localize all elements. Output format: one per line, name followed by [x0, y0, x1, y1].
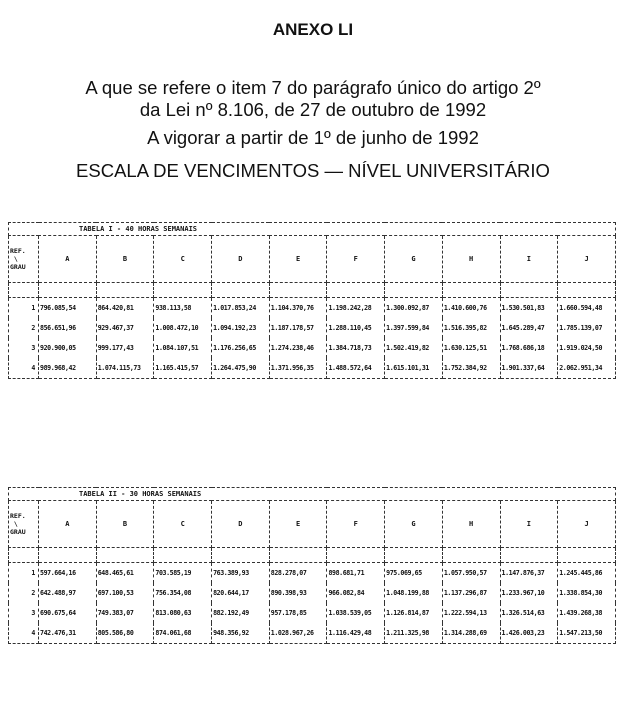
salary-cell: 948.356,92 [212, 623, 270, 644]
effective-date: A vigorar a partir de 1º de junho de 1992 [147, 127, 479, 148]
salary-cell: 1.233.967,10 [500, 583, 558, 603]
salary-cell: 1.338.854,30 [558, 583, 616, 603]
salary-cell: 1.660.594,48 [558, 298, 616, 319]
salary-cell: 1.126.814,87 [385, 603, 443, 623]
salary-cell: 1.785.139,07 [558, 318, 616, 338]
salary-cell: 1.901.337,64 [500, 358, 558, 379]
salary-cell: 820.644,17 [212, 583, 270, 603]
table-row [9, 563, 616, 584]
ref-cell: 1 [9, 298, 39, 319]
ref-cell: 4 [9, 358, 39, 379]
salary-cell: 1.516.395,82 [442, 318, 500, 338]
table-row [9, 358, 616, 379]
ref-cell: 3 [9, 338, 39, 358]
salary-cell: 1.116.429,48 [327, 623, 385, 644]
salary-cell: 882.192,49 [212, 603, 270, 623]
reference-line-2: da Lei nº 8.106, de 27 de outubro de 1992 [139, 99, 487, 120]
ref-cell: 1 [9, 563, 39, 584]
salary-cell: 2.062.951,34 [558, 358, 616, 379]
salary-cell: 690.675,64 [39, 603, 97, 623]
salary-cell: 1.198.242,28 [327, 298, 385, 319]
salary-cell: 957.178,85 [269, 603, 327, 623]
salary-cell: 975.069,65 [385, 563, 443, 584]
salary-cell: 1.488.572,64 [327, 358, 385, 379]
column-header: I [500, 501, 558, 548]
salary-cell: 989.968,42 [39, 358, 97, 379]
column-header: A [39, 236, 97, 283]
table-title: TABELA I - 40 HORAS SEMANAIS [9, 223, 616, 236]
salary-cell: 929.467,37 [96, 318, 154, 338]
salary-cell: 1.919.024,50 [558, 338, 616, 358]
column-header: G [385, 236, 443, 283]
column-header: E [269, 501, 327, 548]
column-header: F [327, 501, 385, 548]
salary-cell: 1.137.296,87 [442, 583, 500, 603]
salary-cell: 890.398,93 [269, 583, 327, 603]
salary-cell: 1.300.092,87 [385, 298, 443, 319]
salary-cell: 796.085,54 [39, 298, 97, 319]
salary-cell: 1.274.238,46 [269, 338, 327, 358]
column-header: J [558, 501, 616, 548]
column-header: H [442, 501, 500, 548]
column-header: E [269, 236, 327, 283]
salary-table [8, 222, 616, 379]
salary-cell: 1.187.178,57 [269, 318, 327, 338]
salary-cell: 763.389,93 [212, 563, 270, 584]
table-row [9, 583, 616, 603]
salary-cell: 1.397.599,84 [385, 318, 443, 338]
salary-cell: 756.354,08 [154, 583, 212, 603]
table-row [9, 318, 616, 338]
salary-cell: 1.008.472,10 [154, 318, 212, 338]
salary-cell: 1.426.003,23 [500, 623, 558, 644]
salary-cell: 697.100,53 [96, 583, 154, 603]
salary-cell: 1.502.419,82 [385, 338, 443, 358]
table-row [9, 338, 616, 358]
annex-title: ANEXO LI [272, 20, 354, 39]
salary-cell: 1.630.125,51 [442, 338, 500, 358]
salary-cell: 1.038.539,05 [327, 603, 385, 623]
salary-table [8, 487, 616, 644]
salary-cell: 1.530.501,83 [500, 298, 558, 319]
salary-cell: 1.147.876,37 [500, 563, 558, 584]
salary-cell: 1.371.956,35 [269, 358, 327, 379]
salary-cell: 1.165.415,57 [154, 358, 212, 379]
salary-cell: 1.326.514,63 [500, 603, 558, 623]
column-header: B [96, 236, 154, 283]
salary-cell: 1.410.600,76 [442, 298, 500, 319]
salary-cell: 1.615.101,31 [385, 358, 443, 379]
column-header: I [500, 236, 558, 283]
salary-cell: 1.768.686,18 [500, 338, 558, 358]
salary-cell: 1.176.256,65 [212, 338, 270, 358]
ref-grade-header: REF. \ GRAU [9, 236, 39, 283]
table-row [9, 603, 616, 623]
salary-cell: 1.245.445,86 [558, 563, 616, 584]
ref-cell: 2 [9, 318, 39, 338]
column-header: F [327, 236, 385, 283]
table-row [9, 298, 616, 319]
salary-cell: 920.900,05 [39, 338, 97, 358]
column-header: D [212, 236, 270, 283]
salary-cell: 648.465,61 [96, 563, 154, 584]
ref-cell: 2 [9, 583, 39, 603]
salary-cell: 938.113,58 [154, 298, 212, 319]
salary-cell: 1.074.115,73 [96, 358, 154, 379]
column-header: C [154, 236, 212, 283]
salary-cell: 1.288.110,45 [327, 318, 385, 338]
scale-title: ESCALA DE VENCIMENTOS — NÍVEL UNIVERSITÁRIO [76, 160, 550, 181]
ref-cell: 3 [9, 603, 39, 623]
salary-cell: 966.082,84 [327, 583, 385, 603]
salary-cell: 1.211.325,98 [385, 623, 443, 644]
salary-cell: 856.651,96 [39, 318, 97, 338]
salary-table-30h [8, 487, 616, 644]
salary-cell: 805.586,80 [96, 623, 154, 644]
column-header: J [558, 236, 616, 283]
salary-cell: 813.080,63 [154, 603, 212, 623]
salary-cell: 1.384.718,73 [327, 338, 385, 358]
salary-cell: 1.645.289,47 [500, 318, 558, 338]
ref-grade-header: REF. \ GRAU [9, 501, 39, 548]
salary-cell: 1.222.594,13 [442, 603, 500, 623]
column-header: B [96, 501, 154, 548]
salary-cell: 1.048.199,88 [385, 583, 443, 603]
ref-cell: 4 [9, 623, 39, 644]
reference-line-1: A que se refere o item 7 do parágrafo único do artigo 2º [85, 77, 541, 98]
salary-cell: 597.664,16 [39, 563, 97, 584]
salary-cell: 642.488,97 [39, 583, 97, 603]
salary-cell: 1.264.475,90 [212, 358, 270, 379]
column-header: C [154, 501, 212, 548]
salary-cell: 1.104.370,76 [269, 298, 327, 319]
salary-cell: 1.084.107,51 [154, 338, 212, 358]
salary-cell: 1.017.853,24 [212, 298, 270, 319]
column-header: A [39, 501, 97, 548]
table-row [9, 623, 616, 644]
salary-cell: 1.439.268,38 [558, 603, 616, 623]
salary-table-40h [8, 222, 616, 379]
salary-cell: 864.420,81 [96, 298, 154, 319]
salary-cell: 1.752.384,92 [442, 358, 500, 379]
salary-cell: 1.314.288,69 [442, 623, 500, 644]
salary-cell: 999.177,43 [96, 338, 154, 358]
salary-cell: 1.547.213,50 [558, 623, 616, 644]
salary-cell: 749.383,07 [96, 603, 154, 623]
table-title: TABELA II - 30 HORAS SEMANAIS [9, 488, 616, 501]
column-header: D [212, 501, 270, 548]
salary-cell: 828.278,07 [269, 563, 327, 584]
salary-cell: 898.681,71 [327, 563, 385, 584]
column-header: G [385, 501, 443, 548]
salary-cell: 1.028.967,26 [269, 623, 327, 644]
column-header: H [442, 236, 500, 283]
salary-cell: 1.057.950,57 [442, 563, 500, 584]
salary-cell: 703.585,19 [154, 563, 212, 584]
salary-cell: 874.061,68 [154, 623, 212, 644]
salary-cell: 1.094.192,23 [212, 318, 270, 338]
salary-cell: 742.476,31 [39, 623, 97, 644]
